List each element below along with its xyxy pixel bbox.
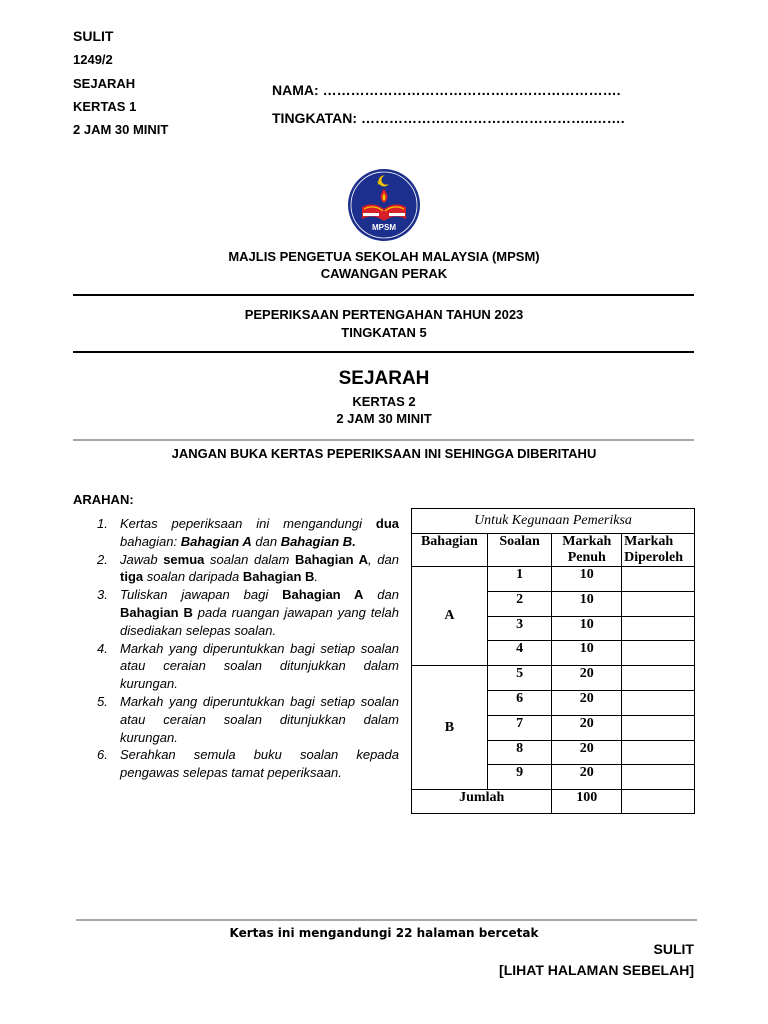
marks-obtained-cell[interactable] (622, 641, 695, 666)
org-name: MAJLIS PENGETUA SEKOLAH MALAYSIA (MPSM) (228, 249, 540, 264)
instructions-title: ARAHAN: (73, 492, 134, 507)
instruction-item (95, 551, 399, 587)
full-marks: 10 (552, 591, 622, 616)
col-header-soalan: Soalan (487, 534, 552, 567)
exam-form: TINGKATAN 5 (341, 325, 427, 340)
marks-obtained-cell[interactable] (622, 690, 695, 715)
full-marks: 20 (552, 690, 622, 715)
table-total-row (412, 790, 695, 814)
question-number: 2 (487, 591, 552, 616)
instruction-item (95, 640, 399, 693)
instruction-number: 3. (97, 587, 108, 603)
col-header-bahagian: Bahagian (412, 534, 488, 567)
marks-obtained-cell[interactable] (622, 616, 695, 641)
table-header-row (412, 534, 695, 567)
paper-number: KERTAS 2 (352, 394, 416, 409)
footer-classification: SULIT (653, 941, 694, 957)
instruction-text: Markah yang diperuntukkan bagi setiap soalan atau ceraian soalan ditunjukkan dalam kurungan. (120, 693, 399, 745)
instruction-number: 5. (97, 693, 108, 709)
nama-label: NAMA: (272, 82, 319, 98)
subject-title: SEJARAH (338, 368, 430, 389)
divider (73, 294, 694, 296)
full-marks: 20 (552, 765, 622, 790)
paper-code: 1249/2 (73, 52, 113, 67)
instruction-text: Jawab semua soalan dalam Bahagian A, dan tiga soalan daripada Bahagian B. (120, 551, 399, 585)
instruction-text: Tuliskan jawapan bagi Bahagian A dan Bahagian B pada ruangan jawapan yang telah disediakan selepas soalan. (120, 587, 399, 638)
marks-obtained-cell[interactable] (622, 666, 695, 691)
total-value: 100 (552, 790, 622, 814)
full-marks: 10 (552, 567, 622, 592)
question-number: 1 (487, 567, 552, 592)
divider (73, 351, 694, 353)
nama-field[interactable] (272, 82, 625, 98)
classification-label: SULIT (73, 28, 114, 44)
instruction-item (95, 746, 399, 782)
full-marks: 10 (552, 616, 622, 641)
col-header-markah-diperoleh: Markah Diperoleh (622, 534, 695, 567)
tingkatan-field[interactable] (272, 110, 629, 126)
paper-number-short: KERTAS 1 (73, 99, 137, 114)
exam-name: PEPERIKSAAN PERTENGAHAN TAHUN 2023 (244, 307, 524, 322)
col-header-markah-penuh: Markah Penuh (552, 534, 622, 567)
full-marks: 10 (552, 641, 622, 666)
instructions-list (95, 515, 399, 782)
nama-dots: ………………………………………………………. (322, 82, 621, 98)
question-number: 3 (487, 616, 552, 641)
instruction-text: Kertas peperiksaan ini mengandungi dua bahagian: Bahagian A dan Bahagian B. (120, 516, 399, 549)
table-row (412, 666, 695, 691)
instruction-item (95, 693, 399, 746)
warning-text: JANGAN BUKA KERTAS PEPERIKSAAN INI SEHINGGA DIBERITAHU (171, 446, 597, 461)
table-row (412, 567, 695, 592)
section-label: A (412, 567, 488, 666)
instruction-number: 6. (97, 747, 108, 763)
instruction-text: Markah yang diperuntukkan bagi setiap soalan atau ceraian soalan ditunjukkan dalam kurungan. (120, 640, 399, 692)
divider (73, 439, 694, 441)
duration-short: 2 JAM 30 MINIT (73, 122, 169, 137)
marks-obtained-cell[interactable] (622, 765, 695, 790)
question-number: 8 (487, 740, 552, 765)
next-page-note: [LIHAT HALAMAN SEBELAH] (499, 962, 694, 978)
subject-short: SEJARAH (73, 76, 136, 91)
org-branch: CAWANGAN PERAK (320, 266, 448, 281)
total-obtained-cell[interactable] (622, 790, 695, 814)
marks-obtained-cell[interactable] (622, 715, 695, 740)
instruction-item (95, 586, 399, 639)
tingkatan-label: TINGKATAN: (272, 110, 358, 126)
instruction-text: Serahkan semula buku soalan kepada pengawas selepas tamat peperiksaan. (120, 747, 399, 781)
footer-divider (76, 919, 697, 921)
marks-obtained-cell[interactable] (622, 591, 695, 616)
question-number: 4 (487, 641, 552, 666)
section-label: B (412, 666, 488, 790)
logo-caption: MPSM (372, 223, 396, 232)
question-number: 6 (487, 690, 552, 715)
question-number: 9 (487, 765, 552, 790)
total-label: Jumlah (412, 790, 552, 814)
tingkatan-dots: …………………………………………..……. (361, 110, 625, 126)
question-number: 7 (487, 715, 552, 740)
instruction-number: 4. (97, 640, 108, 656)
page-count-note: Kertas ini mengandungi 22 halaman bercetak (229, 926, 539, 940)
examiner-table (411, 508, 695, 814)
full-marks: 20 (552, 715, 622, 740)
instruction-number: 2. (97, 551, 108, 567)
table-caption: Untuk Kegunaan Pemeriksa (412, 509, 695, 534)
mpsm-crest-icon (346, 167, 422, 243)
paper-duration: 2 JAM 30 MINIT (336, 411, 432, 426)
question-number: 5 (487, 666, 552, 691)
instruction-item (95, 515, 399, 551)
full-marks: 20 (552, 666, 622, 691)
full-marks: 20 (552, 740, 622, 765)
instruction-number: 1. (97, 516, 108, 531)
marks-obtained-cell[interactable] (622, 740, 695, 765)
marks-obtained-cell[interactable] (622, 567, 695, 592)
